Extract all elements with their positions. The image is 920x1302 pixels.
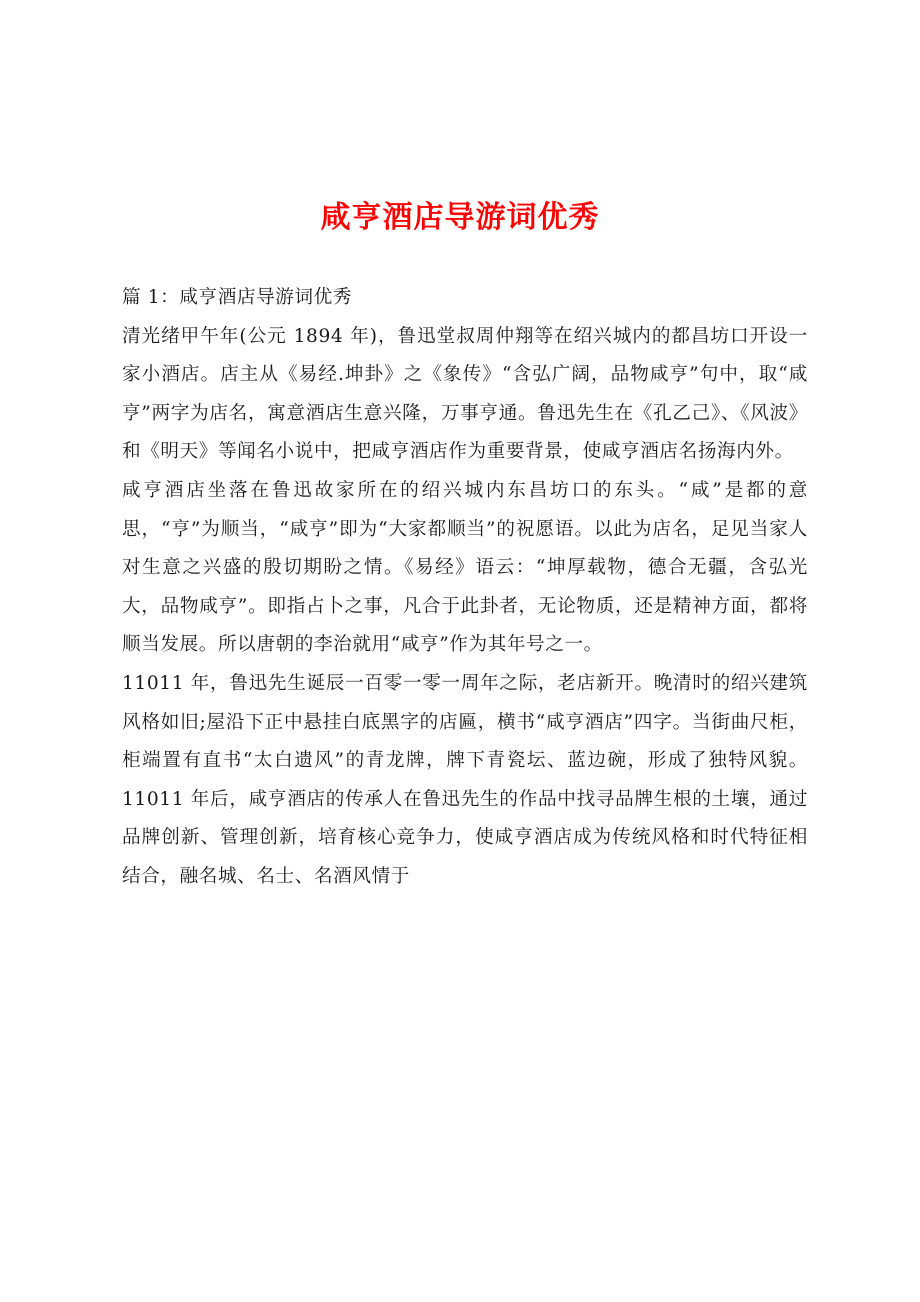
- document-title: 咸亨酒店导游词优秀: [320, 200, 600, 235]
- section-heading: 篇 1：咸亨酒店导游词优秀: [122, 287, 353, 308]
- document-body: [122, 279, 808, 897]
- paragraph-name-meaning: 咸亨酒店坐落在鲁迅故家所在的绍兴城内东昌坊口的东头。“咸”是都的意思，“亨”为顺当，“咸亨”即为“大家都顺当”的祝愿语。以此为店名，足见当家人对生意之兴盛的殷切期盼之情。《易经》语云：“坤厚载物，德合无疆，含弘光大，品物咸亨”。即指占卜之事，凡合于此卦者，无论物质，还是精神方面，都将顺当发展。所以唐朝的李治就用“咸亨”作为其年号之一。: [122, 479, 808, 656]
- paragraph-reopening: 11011 年，鲁迅先生诞辰一百零一零一周年之际，老店新开。晚清时的绍兴建筑风格如旧;屋沿下正中悬挂白底黑字的店匾，横书“咸亨酒店”四字。当街曲尺柜，柜端置有直书“太白遗风”的青龙牌，牌下青瓷坛、蓝边碗，形成了独特风貌。11011 年后，咸亨酒店的传承人在鲁迅先生的作品中找寻品牌生根的土壤，通过品牌创新、管理创新，培育核心竞争力，使咸亨酒店成为传统风格和时代特征相结合，融名城、名士、名酒风情于: [122, 672, 808, 887]
- paragraph-history: 清光绪甲午年(公元 1894 年)，鲁迅堂叔周仲翔等在绍兴城内的都昌坊口开设一家小酒店。店主从《易经.坤卦》之《象传》“含弘广阔，品物咸亨”句中，取“咸亨”两字为店名，寓意酒店生意兴隆，万事亨通。鲁迅先生在《孔乙己》、《风波》和《明天》等闻名小说中，把咸亨酒店作为重要背景，使咸亨酒店名扬海内外。: [122, 325, 808, 463]
